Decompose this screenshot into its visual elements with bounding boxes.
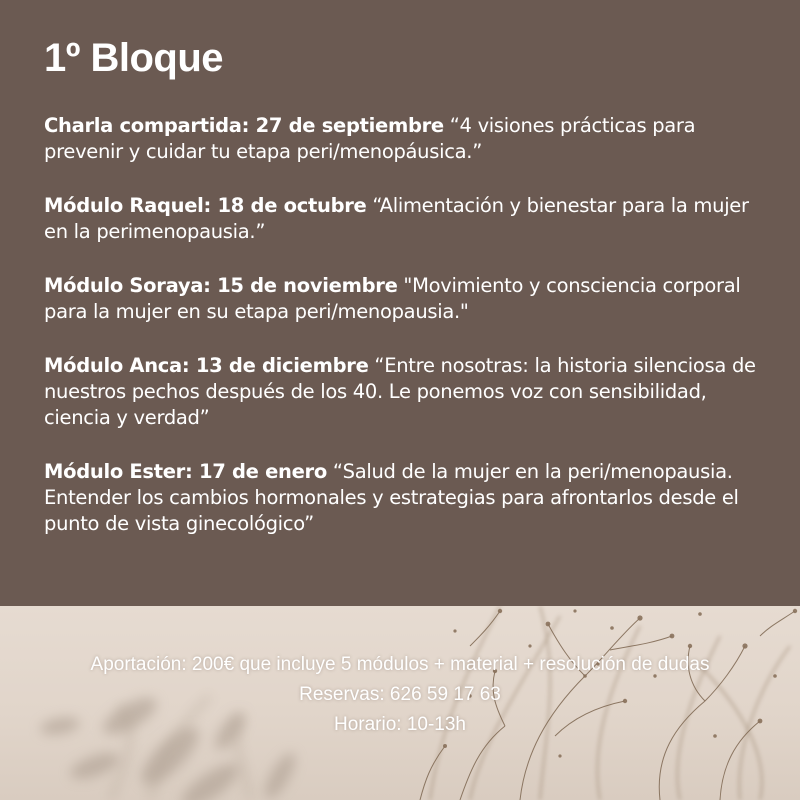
session-date: Módulo Anca: 13 de diciembre [44,354,369,377]
session-item [44,353,774,431]
session-date: Módulo Ester: 17 de enero [44,460,327,483]
session-item [44,273,774,325]
session-item [44,113,774,165]
session-item [44,459,774,537]
session-description: "Movimiento y consciencia corporal para la mujer en su etapa peri/menopausia." [44,274,741,323]
page-title: 1º Bloque [44,36,224,80]
session-item [44,193,774,245]
schedule-text: Horario: 10-13h [333,714,467,735]
session-date: Charla compartida: 27 de septiembre [44,114,444,137]
session-description: “Entre nosotras: la historia silenciosa de nuestros pechos después de los 40. Le ponemos voz con sensibilidad, ciencia y verdad” [44,354,756,429]
session-description: “Alimentación y bienestar para la mujer en la perimenopausia.” [44,194,749,243]
session-description: “4 visiones prácticas para prevenir y cuidar tu etapa peri/menopáusica.” [44,114,696,163]
reservations-text: Reservas: 626 59 17 63 [299,684,501,705]
sessions-list [44,113,774,565]
session-date: Módulo Raquel: 18 de octubre [44,194,367,217]
price-text: Aportación: 200€ que incluye 5 módulos + material + resolución de dudas [90,654,710,675]
footer-info [0,650,800,740]
session-description: “Salud de la mujer en la peri/menopausia. Entender los cambios hormonales y estrategias para afrontarlos desde el punto de vista ginecológico” [44,460,739,535]
session-date: Módulo Soraya: 15 de noviembre [44,274,398,297]
